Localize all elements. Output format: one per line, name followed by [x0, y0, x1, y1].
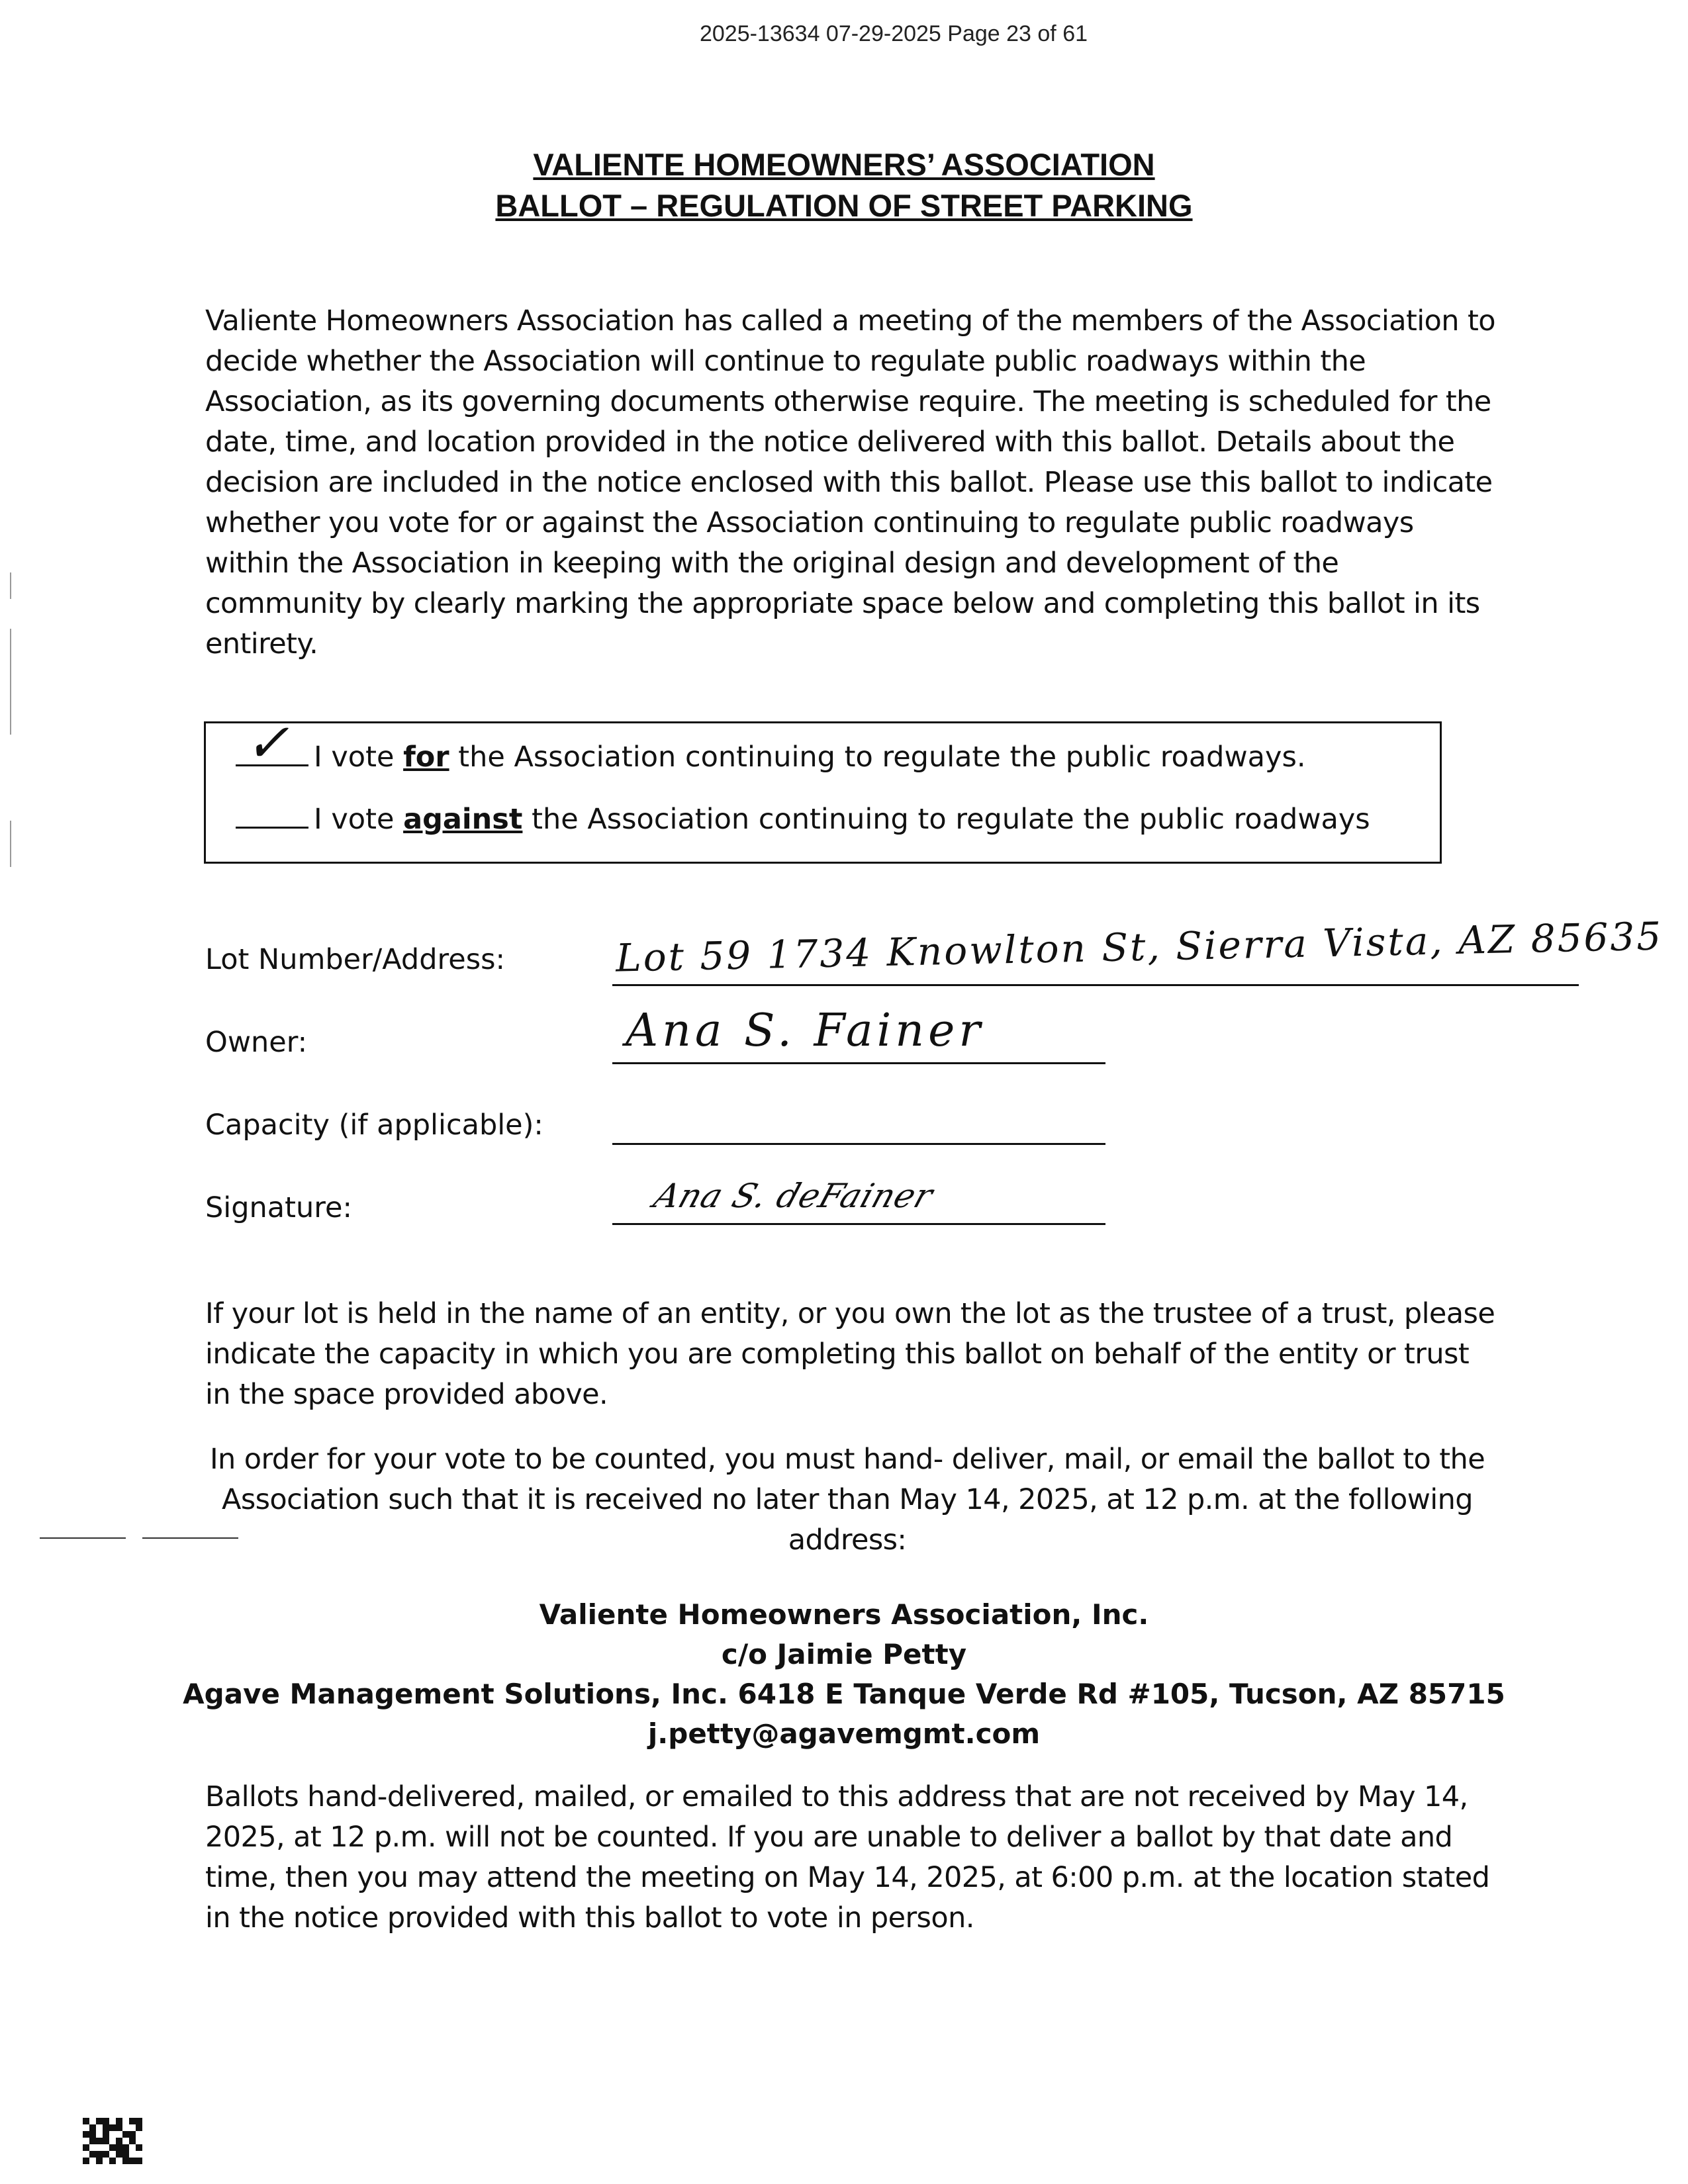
vote-for-option[interactable] [236, 712, 1306, 774]
recording-stamp: 2025-13634 07-29-2025 Page 23 of 61 [699, 21, 1088, 46]
address-line-2: c/o Jaimie Petty [721, 1638, 967, 1670]
vote-against-blank[interactable] [236, 797, 308, 829]
owner-label: Owner: [205, 1026, 308, 1059]
signature-line[interactable] [612, 1223, 1105, 1225]
scan-artifact-dash [40, 1537, 126, 1539]
vote-against-keyword: against [403, 803, 523, 836]
vote-box [204, 712, 1442, 864]
closing-paragraph: Ballots hand-delivered, mailed, or emailed to this address that are not received by May 14, 2025, at 12 p.m. will not be counted. If you are unable to deliver a ballot by that date and time, then you may attend the meeting on May 14, 2025, at 6:00 p.m. at the location stated in the notice provided with this ballot to vote in person. [205, 1780, 1490, 1934]
document-title [0, 144, 1688, 226]
vote-against-suffix: the Association continuing to regulate the public roadways [522, 803, 1370, 836]
capacity-line[interactable] [612, 1143, 1105, 1145]
scan-artifact-dash [142, 1537, 238, 1539]
barcode-icon [83, 2118, 142, 2164]
vote-for-blank[interactable] [236, 712, 308, 774]
lot-address-label: Lot Number/Address: [205, 943, 505, 976]
address-email[interactable]: j.petty@agavemgmt.com [647, 1717, 1041, 1750]
title-line-2: BALLOT – REGULATION OF STREET PARKING [495, 188, 1193, 223]
address-line-1: Valiente Homeowners Association, Inc. [539, 1598, 1149, 1631]
scan-edge-mark [10, 572, 11, 599]
vote-for-prefix: I vote [314, 741, 404, 774]
owner-value[interactable]: Ana S. Fainer [626, 1005, 984, 1057]
entity-paragraph: If your lot is held in the name of an entity, or you own the lot as the trustee of a trust, please indicate the capacity in which you are completing this ballot on behalf of the entity or trust in the space provided above. [205, 1297, 1495, 1411]
vote-against-option[interactable] [236, 797, 1370, 836]
scan-edge-mark [10, 821, 11, 867]
delivery-paragraph: In order for your vote to be counted, you must hand- deliver, mail, or email the ballot to the Association such that it is received no later than May 14, 2025, at 12 p.m. at the following address: [209, 1443, 1485, 1557]
lot-address-value[interactable]: Lot 59 1734 Knowlton St, Sierra Vista, AZ 85635 [615, 913, 1664, 981]
owner-line[interactable] [612, 1062, 1105, 1064]
intro-paragraph: Valiente Homeowners Association has called a meeting of the members of the Association to decide whether the Association will continue to regulate public roadways within the Association, as its governing documents otherwise require. The meeting is scheduled for the date, time, and location provided in the notice delivered with this ballot. Details about the decision are included in the notice enclosed with this ballot. Please use this ballot to indicate whether you vote for or against the Association continuing to regulate public roadways within the Association in keeping with the original design and development of the community by clearly marking the appropriate space below and completing this ballot in its entirety. [205, 304, 1495, 660]
lot-address-line[interactable] [612, 984, 1579, 986]
signature-value[interactable]: Ana S. deFainer [649, 1177, 939, 1215]
checkmark-icon: ✓ [245, 712, 290, 774]
capacity-label: Capacity (if applicable): [205, 1109, 543, 1142]
vote-for-suffix: the Association continuing to regulate the public roadways. [449, 741, 1306, 774]
address-line-3: Agave Management Solutions, Inc. 6418 E Tanque Verde Rd #105, Tucson, AZ 85715 [183, 1678, 1505, 1710]
scan-edge-mark [10, 629, 11, 735]
vote-against-prefix: I vote [314, 803, 404, 836]
vote-for-keyword: for [403, 741, 449, 774]
mailing-address [0, 1595, 1688, 1754]
signature-label: Signature: [205, 1191, 352, 1224]
title-line-1: VALIENTE HOMEOWNERS’ ASSOCIATION [533, 147, 1155, 182]
